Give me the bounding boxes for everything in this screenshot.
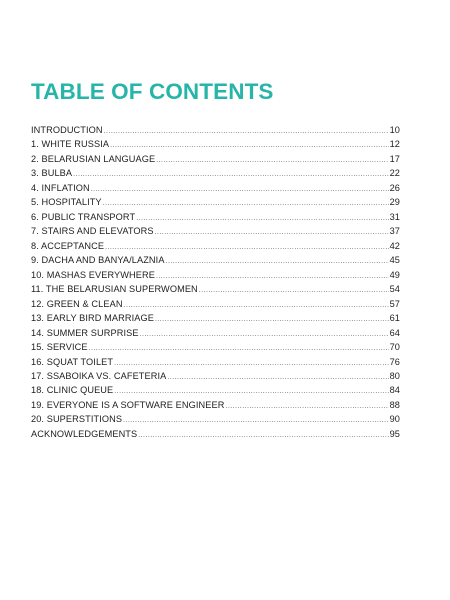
- toc-entry-page-number: 57: [389, 298, 400, 309]
- toc-entry-label: 7. STAIRS AND ELEVATORS: [31, 226, 154, 237]
- toc-entry-label: 3. BULBA: [31, 168, 73, 179]
- toc-entry-page-number: 76: [389, 356, 400, 367]
- toc-entry[interactable]: [31, 369, 400, 383]
- toc-entry[interactable]: [31, 224, 400, 238]
- toc-entry-page-number: 12: [389, 139, 400, 150]
- toc-entry[interactable]: [31, 326, 400, 340]
- toc-entry-page-number: 84: [389, 385, 400, 396]
- toc-entry-page-number: 42: [389, 240, 400, 251]
- toc-entry-page-number: 61: [389, 313, 400, 324]
- toc-entry-page-number: 70: [389, 342, 400, 353]
- toc-entry[interactable]: [31, 181, 400, 195]
- toc-entry-label: 4. INFLATION: [31, 182, 90, 193]
- toc-entry-label: 13. EARLY BIRD MARRIAGE: [31, 313, 154, 324]
- toc-entry-page-number: 31: [389, 211, 400, 222]
- toc-entry-label: 5. HOSPITALITY: [31, 197, 102, 208]
- toc-entry[interactable]: [31, 253, 400, 267]
- toc-entry[interactable]: [31, 123, 400, 137]
- toc-entry[interactable]: [31, 239, 400, 253]
- dot-leader: [103, 197, 389, 211]
- dot-leader: [124, 299, 389, 313]
- toc-entry-page-number: 22: [389, 168, 400, 179]
- toc-entry[interactable]: [31, 412, 400, 426]
- toc-entry[interactable]: [31, 137, 400, 151]
- dot-leader: [156, 154, 388, 168]
- dot-leader: [138, 429, 388, 443]
- dot-leader: [155, 313, 389, 327]
- toc-entry[interactable]: [31, 268, 400, 282]
- toc-entry-label: ACKNOWLEDGEMENTS: [31, 428, 138, 439]
- toc-entry-page-number: 17: [389, 153, 400, 164]
- toc-entry-label: 2. BELARUSIAN LANGUAGE: [31, 153, 156, 164]
- toc-entry-page-number: 90: [389, 414, 400, 425]
- dot-leader: [104, 125, 389, 139]
- dot-leader: [167, 371, 388, 385]
- toc-entry-label: 18. CLINIC QUEUE: [31, 385, 114, 396]
- toc-entry-label: 20. SUPERSTITIONS: [31, 414, 123, 425]
- toc-entry-page-number: 49: [389, 269, 400, 280]
- toc-entry-page-number: 80: [389, 370, 400, 381]
- toc-entry-label: 1. WHITE RUSSIA: [31, 139, 110, 150]
- toc-entry-page-number: 26: [389, 182, 400, 193]
- toc-list: [31, 123, 400, 441]
- toc-entry-label: 8. ACCEPTANCE: [31, 240, 105, 251]
- dot-leader: [155, 226, 389, 240]
- toc-entry-page-number: 95: [389, 428, 400, 439]
- toc-entry-label: 19. EVERYONE IS A SOFTWARE ENGINEER: [31, 399, 225, 410]
- dot-leader: [136, 212, 388, 226]
- dot-leader: [166, 255, 389, 269]
- toc-entry-label: 6. PUBLIC TRANSPORT: [31, 211, 136, 222]
- toc-entry-page-number: 45: [389, 255, 400, 266]
- toc-entry-page-number: 54: [389, 284, 400, 295]
- toc-entry-page-number: 10: [389, 125, 400, 135]
- toc-entry-label: 10. MASHAS EVERYWHERE: [31, 269, 155, 280]
- dot-leader: [140, 328, 389, 342]
- toc-entry[interactable]: [31, 195, 400, 209]
- toc-entry-label: 17. SSABOIKA VS. CAFETERIA: [31, 370, 167, 381]
- toc-entry[interactable]: [31, 340, 400, 354]
- toc-entry[interactable]: [31, 355, 400, 369]
- toc-entry[interactable]: [31, 152, 400, 166]
- toc-entry[interactable]: [31, 282, 400, 296]
- dot-leader: [199, 284, 389, 298]
- toc-entry-page-number: 37: [389, 226, 400, 237]
- toc-entry[interactable]: [31, 297, 400, 311]
- toc-entry-label: 16. SQUAT TOILET: [31, 356, 114, 367]
- toc-entry-page-number: 29: [389, 197, 400, 208]
- toc-entry-label: 12. GREEN & CLEAN: [31, 298, 123, 309]
- page-title: TABLE OF CONTENTS: [31, 79, 274, 104]
- dot-leader: [123, 414, 389, 428]
- toc-entry[interactable]: [31, 166, 400, 180]
- toc-entry-label: 11. THE BELARUSIAN SUPERWOMEN: [31, 284, 198, 295]
- dot-leader: [91, 183, 389, 197]
- dot-leader: [73, 168, 388, 182]
- toc-entry[interactable]: [31, 398, 400, 412]
- toc-entry[interactable]: [31, 427, 400, 441]
- toc-entry-page-number: 88: [389, 399, 400, 410]
- dot-leader: [225, 400, 388, 414]
- toc-entry-label: 9. DACHA AND BANYA/LAZNIA: [31, 255, 165, 266]
- toc-entry-label: 15. SERVICE: [31, 342, 88, 353]
- dot-leader: [89, 342, 389, 356]
- toc-entry[interactable]: [31, 210, 400, 224]
- toc-entry-label: 14. SUMMER SURPRISE: [31, 327, 139, 338]
- toc-entry-label: INTRODUCTION: [31, 125, 103, 135]
- toc-entry-page-number: 64: [389, 327, 400, 338]
- toc-entry[interactable]: [31, 383, 400, 397]
- toc-entry[interactable]: [31, 311, 400, 325]
